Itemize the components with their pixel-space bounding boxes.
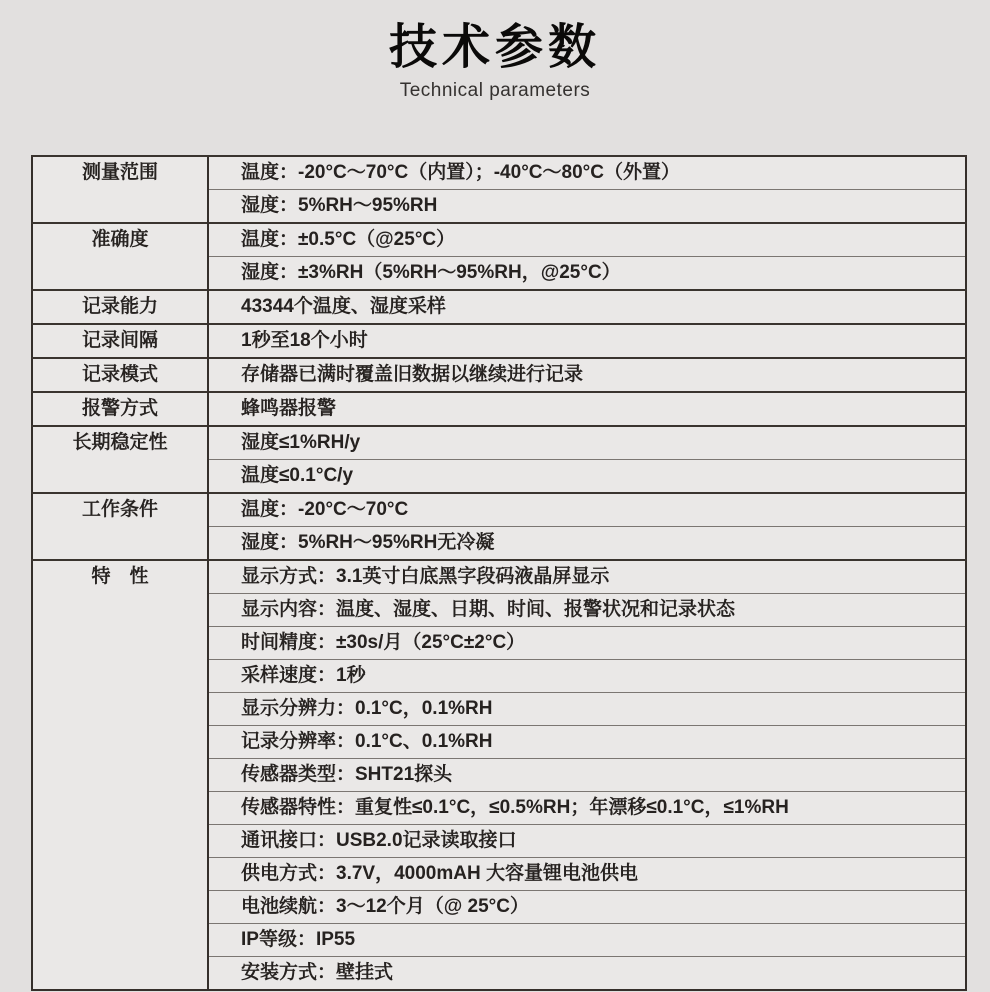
spec-value: 供电方式：3.7V，4000mAH 大容量锂电池供电 [208, 858, 966, 891]
spec-label-cell [32, 560, 208, 990]
spec-value: 存储器已满时覆盖旧数据以继续进行记录 [208, 358, 966, 392]
spec-value: 蜂鸣器报警 [208, 392, 966, 426]
spec-value: 传感器类型：SHT21探头 [208, 759, 966, 792]
table-row [32, 358, 966, 392]
spec-label: 报警方式 [81, 398, 158, 419]
spec-value: 电池续航：3～12个月（@ 25°C） [208, 891, 966, 924]
page-header [0, 0, 990, 102]
spec-label: 记录间隔 [81, 330, 158, 351]
table-row [32, 560, 966, 594]
spec-value: 1秒至18个小时 [208, 324, 966, 358]
spec-value: 显示方式：3.1英寸白底黑字段码液晶屏显示 [208, 560, 966, 594]
spec-label-cell [32, 156, 208, 223]
spec-value: 温度：±0.5°C（@25°C） [208, 223, 966, 257]
spec-value: 温度≤0.1°C/y [208, 460, 966, 494]
spec-label-cell [32, 290, 208, 324]
spec-label-cell [32, 426, 208, 493]
spec-value: IP等级：IP55 [208, 924, 966, 957]
spec-value: 显示内容：温度、湿度、日期、时间、报警状况和记录状态 [208, 594, 966, 627]
spec-label: 工作条件 [81, 499, 158, 520]
spec-label: 记录模式 [81, 364, 158, 385]
spec-value: 温度：-20°C～70°C [208, 493, 966, 527]
spec-value: 湿度≤1%RH/y [208, 426, 966, 460]
spec-value: 采样速度：1秒 [208, 660, 966, 693]
spec-label-cell [32, 493, 208, 560]
spec-value: 湿度：5%RH～95%RH [208, 190, 966, 224]
spec-value: 湿度：5%RH～95%RH无冷凝 [208, 527, 966, 561]
table-row [32, 156, 966, 190]
page-title: 技术参数 [388, 21, 601, 74]
spec-label-cell [32, 392, 208, 426]
spec-value: 湿度：±3%RH（5%RH～95%RH，@25°C） [208, 257, 966, 291]
spec-value: 通讯接口：USB2.0记录读取接口 [208, 825, 966, 858]
table-row [32, 493, 966, 527]
table-row [32, 324, 966, 358]
spec-value: 温度：-20°C～70°C（内置）；-40°C～80°C（外置） [208, 156, 966, 190]
spec-label-cell [32, 223, 208, 290]
spec-label: 记录能力 [81, 296, 158, 317]
spec-label: 长期稳定性 [72, 432, 168, 453]
spec-value: 传感器特性：重复性≤0.1°C，≤0.5%RH；年漂移≤0.1°C，≤1%RH [208, 792, 966, 825]
spec-label: 测量范围 [81, 162, 158, 183]
table-row [32, 290, 966, 324]
page-subtitle: Technical parameters [399, 80, 591, 101]
spec-value: 显示分辨力：0.1°C，0.1%RH [208, 693, 966, 726]
spec-value: 记录分辨率：0.1°C、0.1%RH [208, 726, 966, 759]
spec-label-cell [32, 324, 208, 358]
spec-label: 特 性 [91, 566, 149, 587]
table-row [32, 426, 966, 460]
spec-label-cell [32, 358, 208, 392]
table-row [32, 392, 966, 426]
spec-value: 时间精度：±30s/月（25°C±2°C） [208, 627, 966, 660]
spec-label: 准确度 [91, 229, 149, 250]
spec-table [31, 155, 967, 991]
table-row [32, 223, 966, 257]
spec-value: 43344个温度、湿度采样 [208, 290, 966, 324]
spec-value: 安装方式：壁挂式 [208, 957, 966, 991]
